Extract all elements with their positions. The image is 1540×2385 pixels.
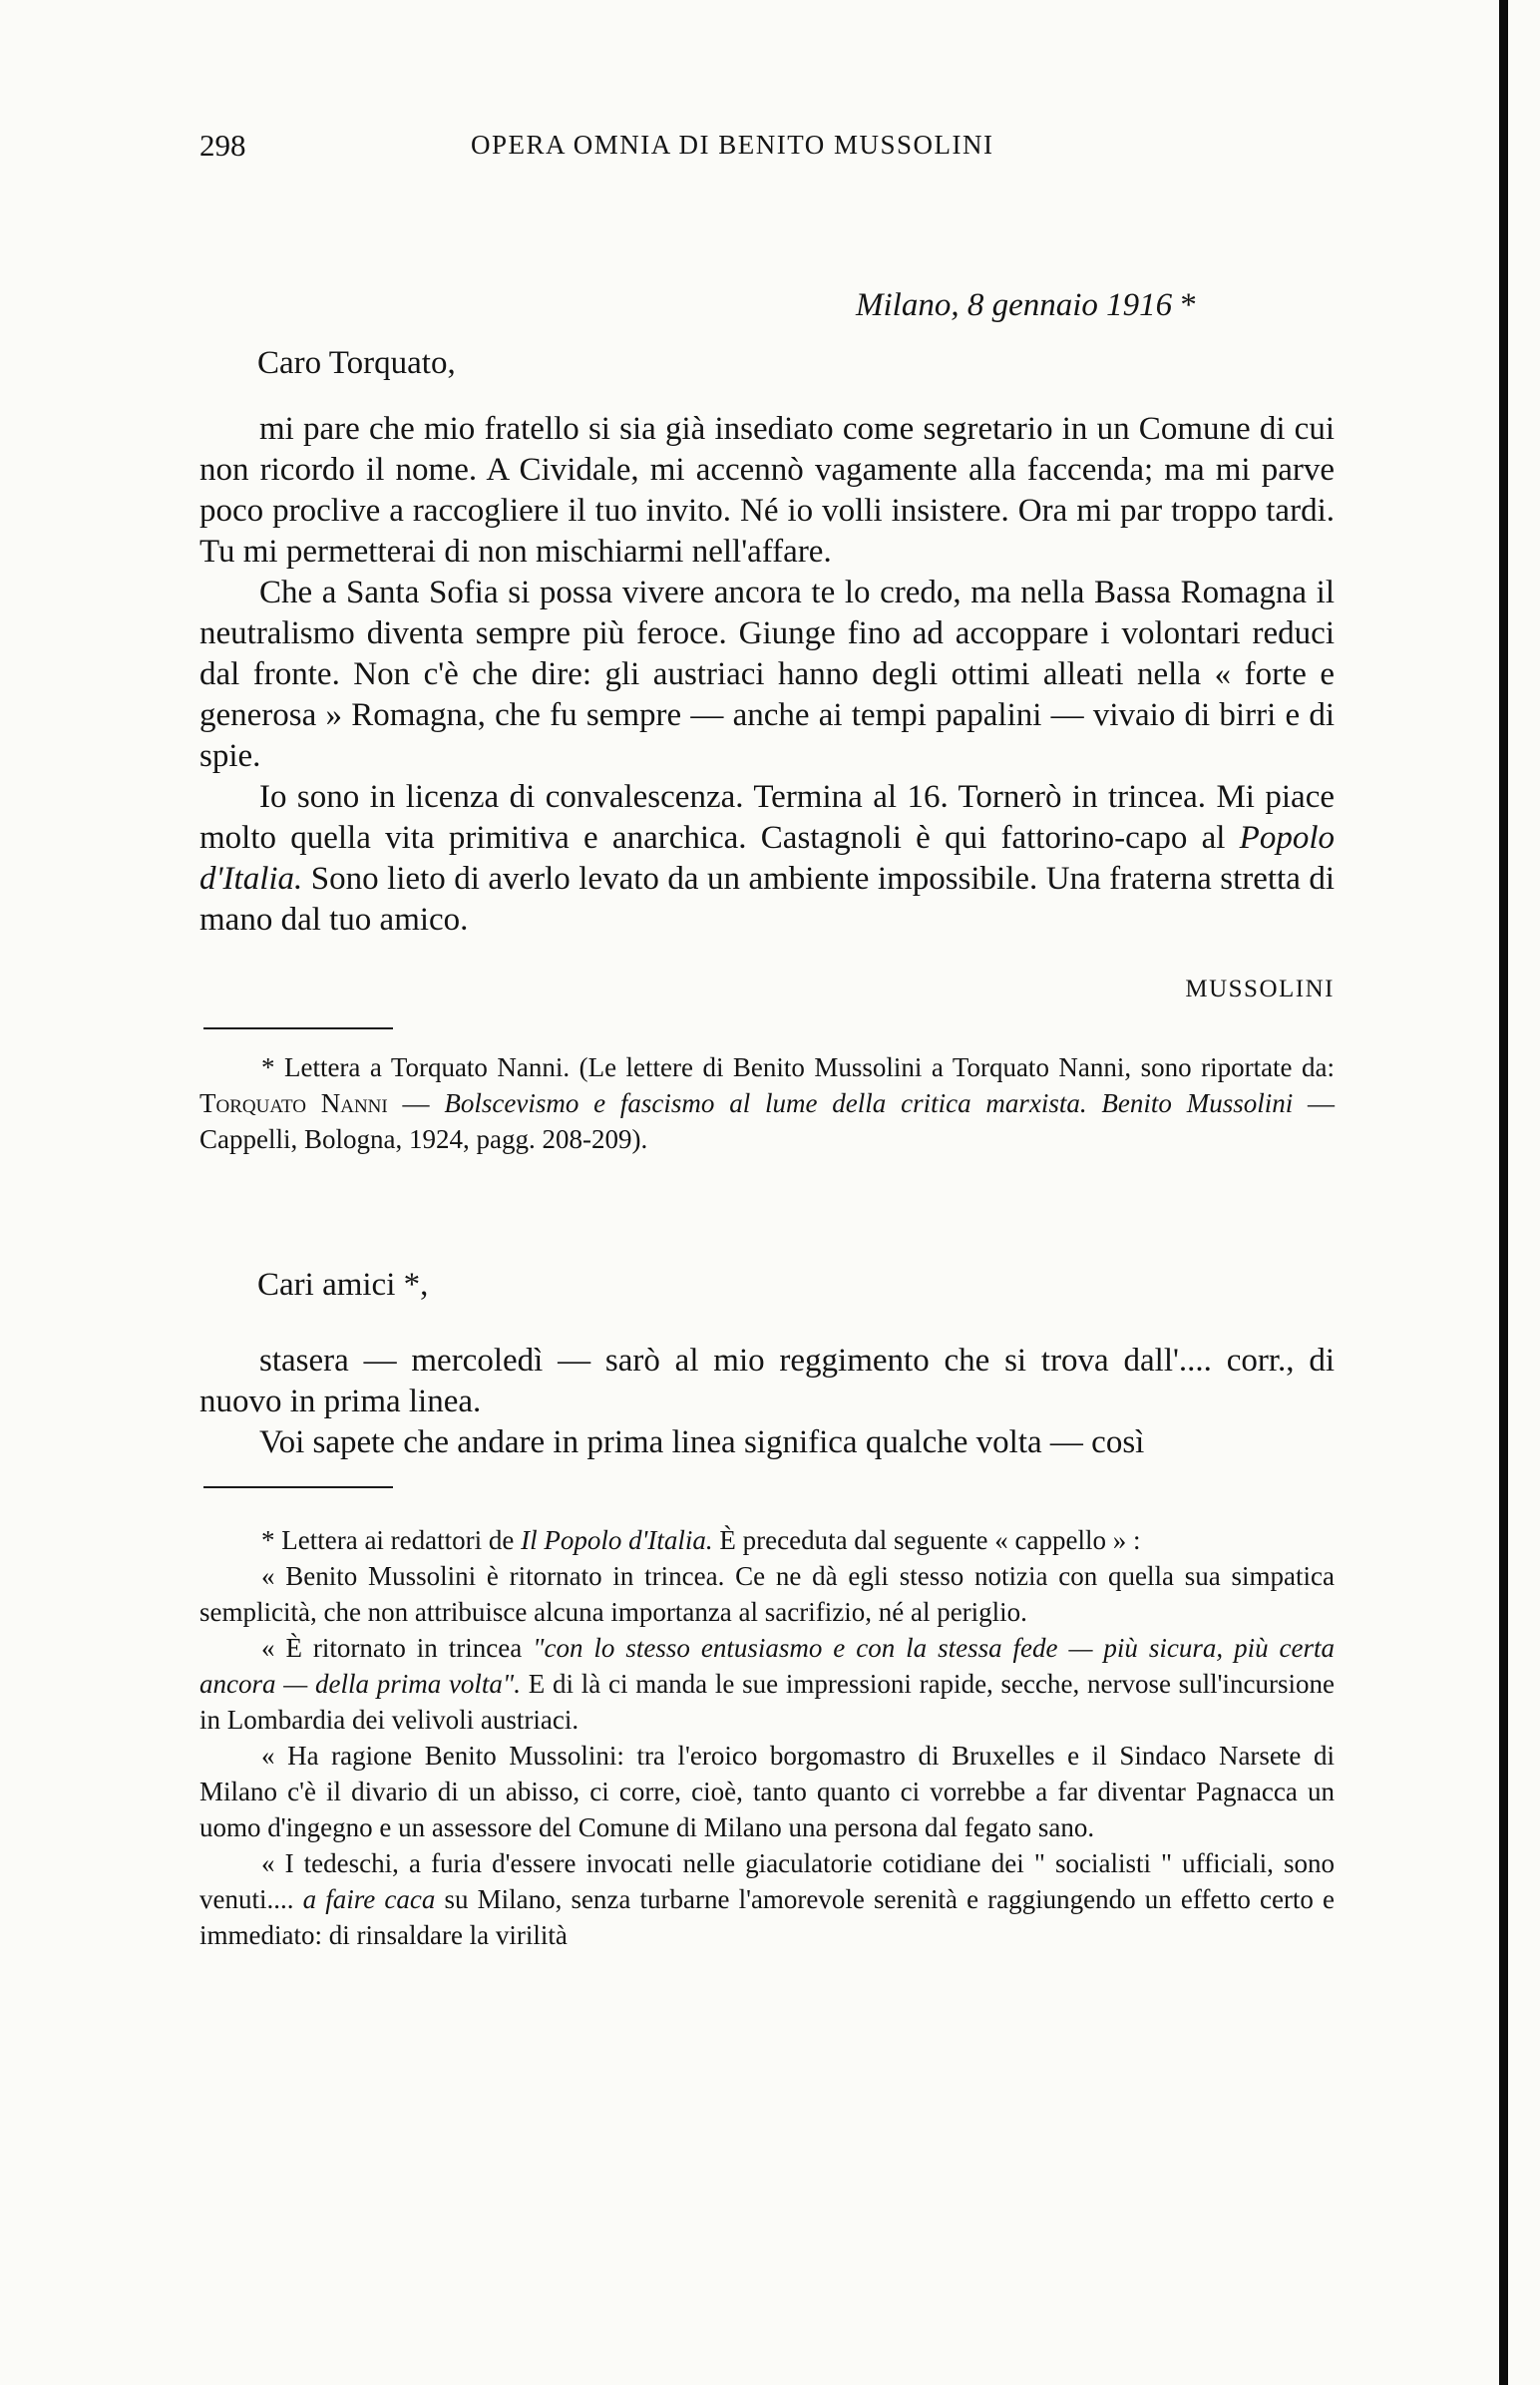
footnote-rule: [203, 1027, 393, 1029]
footnote-1-dash: —: [402, 1088, 430, 1118]
date-footnote-mark: *: [1172, 287, 1197, 323]
footnote-rule: [203, 1486, 393, 1488]
letter1-text: Sono lieto di averlo levato da un ambiente impossibile. Una fraterna stretta di mano dal tuo amico.: [199, 861, 1335, 938]
footnote-2-text: « È ritornato in trincea: [261, 1633, 523, 1663]
letter1-paragraph: Che a Santa Sofia si possa vivere ancora te lo credo, ma nella Bassa Romagna il neutralismo diventa sempre più feroce. Giunge fino ad accoppare i volontari reduci dal fronte. Non c'è che dire: gli austriaci hanno degli ottimi alleati nella « forte e generosa » Romagna, che fu sempre — anche ai tempi papalini — vivaio di birri e di spie.: [199, 575, 1335, 774]
footnote-2: [199, 1522, 1335, 1953]
footnote-2-italic: a faire caca: [302, 1884, 436, 1914]
footnote-1-intro: * Lettera a Torquato Nanni. (Le lettere di Benito Mussolini a Torquato Nanni, sono riportate da:: [261, 1052, 1335, 1082]
page-number: 298: [199, 128, 246, 163]
letter-date: [856, 287, 1197, 324]
footnote-1-text: [199, 1049, 1335, 1157]
signature: MUSSOLINI: [1185, 976, 1335, 1002]
letter1-paragraph: [199, 777, 1335, 941]
page-binding-edge: [1499, 0, 1508, 2385]
footnote-2-text: * Lettera ai redattori de: [261, 1525, 515, 1555]
letter2-paragraph: Voi sapete che andare in prima linea significa qualche volta — così: [259, 1424, 1145, 1460]
footnote-1-book-title: Bolscevismo e fascismo al lume della critica marxista. Benito Mussolini: [444, 1088, 1294, 1118]
footnote-2-text: È preceduta dal seguente « cappello » :: [719, 1525, 1141, 1555]
newspaper-title: Il Popolo d'Italia.: [521, 1525, 713, 1555]
footnote-2-text: E di là ci manda le sue impressioni rapide, secche, nervose sull'incursione in Lombardia dei velivoli austriaci.: [199, 1669, 1336, 1735]
footnote-2-para: « Benito Mussolini è ritornato in trincea. Ce ne dà egli stesso notizia con quella sua simpatica semplicità, che non attribuisce alcuna importanza al sacrifizio, né al periglio.: [199, 1561, 1335, 1627]
footnote-1-author: Torquato Nanni: [199, 1088, 388, 1118]
footnote-1: [199, 1049, 1335, 1157]
footnote-2-para: [199, 1522, 1335, 1558]
footnote-1-publisher: — Cappelli, Bologna, 1924, pagg. 208-209).: [199, 1088, 1336, 1154]
footnote-2-text: « I tedeschi, a furia d'essere invocati nelle giaculatorie cotidiane dei " socialisti " ufficiali, sono venuti....: [199, 1848, 1335, 1914]
letter1-text: Io sono in licenza di convalescenza. Termina al 16. Tornerò in trincea. Mi piace molto quella vita primitiva e anarchica. Castagnoli è qui fattorino-capo al: [199, 779, 1335, 856]
footnote-2-quote: "con lo stesso entusiasmo e con la stessa fede — più sicura, più certa ancora — della prima volta".: [199, 1633, 1335, 1699]
letter2-paragraph: stasera — mercoledì — sarò al mio reggimento che si trova dall'.... corr., di nuovo in prima linea.: [199, 1343, 1335, 1419]
letter1-paragraph: mi pare che mio fratello si sia già insediato come segretario in un Comune di cui non ricordo il nome. A Cividale, mi accennò vagamente alla faccenda; ma mi parve poco proclive a raccogliere il tuo invito. Né io volli insistere. Ora mi par troppo tardi. Tu mi permetterai di non mischiarmi nell'affare.: [199, 411, 1335, 570]
footnote-2-para: [199, 1630, 1335, 1738]
letter2-salutation: Cari amici *,: [257, 1267, 429, 1303]
letter-date-text: Milano, 8 gennaio 1916: [856, 287, 1173, 323]
running-title: OPERA OMNIA DI BENITO MUSSOLINI: [471, 130, 994, 160]
letter1-salutation: Caro Torquato,: [257, 345, 456, 381]
footnote-2-para: « Ha ragione Benito Mussolini: tra l'eroico borgomastro di Bruxelles e il Sindaco Narsete di Milano c'è il divario di un abisso, ci corre, cioè, tanto quanto ci vorrebbe a far diventar Pagnacca un uomo d'ingegno e un assessore del Comune di Milano una persona dal fegato sano.: [199, 1741, 1335, 1842]
letter1-body: [199, 409, 1335, 941]
newspaper-title: Popolo d'Italia.: [199, 820, 1335, 897]
letter2-body: [199, 1341, 1335, 1463]
page-header: [199, 128, 1337, 168]
footnote-2-text: su Milano, senza turbarne l'amorevole serenità e raggiungendo un effetto certo e immediato: di rinsaldare la virilità: [199, 1884, 1336, 1950]
footnote-2-para: [199, 1845, 1335, 1953]
